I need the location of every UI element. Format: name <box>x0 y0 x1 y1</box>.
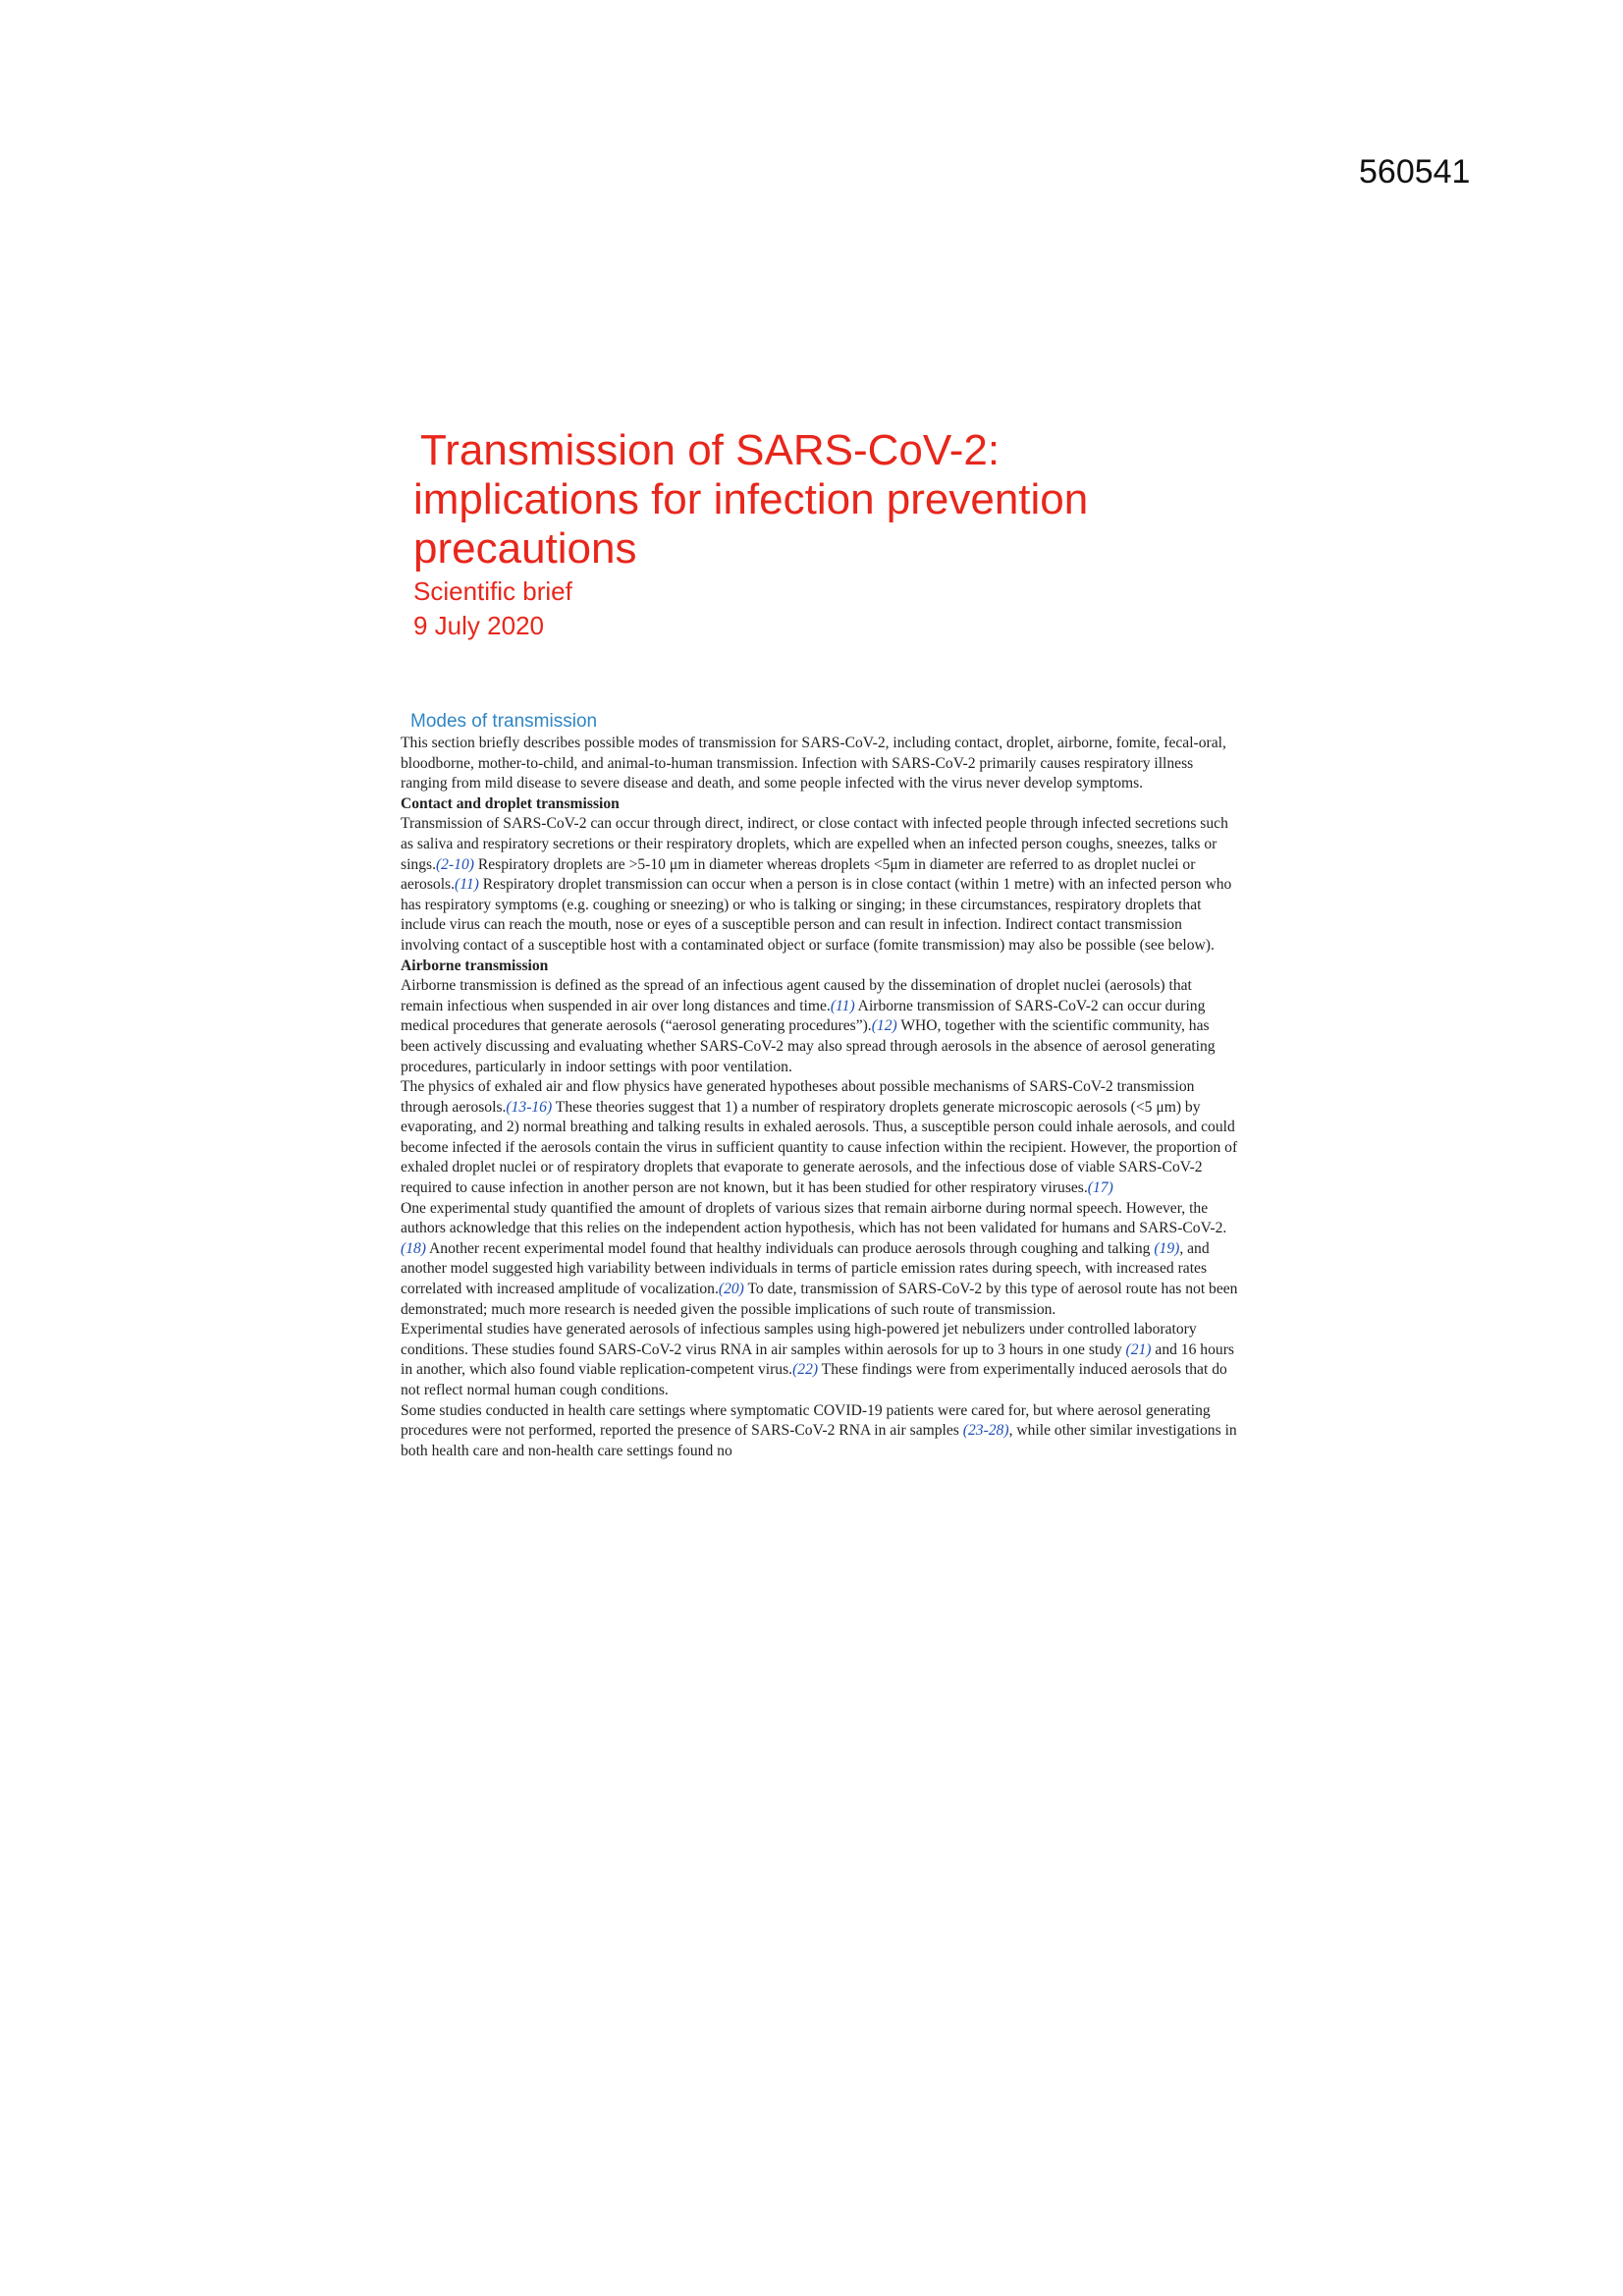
paragraph-text: These findings were from experimentally induced aerosols that do not reflect normal human cough conditions. <box>401 1361 1227 1398</box>
title-line-3: precautions <box>413 524 637 573</box>
document-subtitle: Scientific brief <box>413 576 572 606</box>
title-line-1: Transmission of SARS-CoV-2: <box>420 426 1001 474</box>
paragraph-text: One experimental study quantified the amount of droplets of various sizes that remain airborne during normal speech. However, the authors acknowledge that this relies on the independent action hypothesis, which has not been validated for humans and SARS-CoV-2. <box>401 1199 1227 1237</box>
title-line-2: implications for infection prevention <box>413 475 1089 523</box>
citation-link[interactable]: (18) <box>401 1239 426 1257</box>
paragraph-text: These theories suggest that 1) a number of respiratory droplets generate microscopic aerosols (<5 μm) by evaporating, and 2) normal breathing and talking results in exhaled aerosols. Thus, a susceptible person could inhale aerosols, and could become infected if the aerosols contain the virus in sufficient quantity to cause infection within the recipient. However, the proportion of exhaled droplet nuclei or of respiratory droplets that evaporate to generate aerosols, and the infectious dose of viable SARS-CoV-2 required to cause infection in another person are not known, but it has been studied for other respiratory viruses. <box>401 1098 1238 1197</box>
paragraph-text: Airborne transmission is defined as the spread of an infectious agent caused by the dissemination of droplet nuclei (aerosols) that remain infectious when suspended in air over long distances and time. <box>401 977 1192 1014</box>
airborne-paragraph-1 <box>401 976 1238 1077</box>
airborne-paragraph-3 <box>401 1199 1238 1321</box>
citation-link[interactable]: (11) <box>830 997 855 1014</box>
paragraph-text: Transmission of SARS-CoV-2 can occur through direct, indirect, or close contact with infected people through infected secretions such as saliva and respiratory secretions or their respiratory droplets, which are expelled when an infected person coughs, sneezes, talks or sings. <box>401 815 1228 873</box>
title-block <box>413 426 1297 642</box>
intro-paragraph: This section briefly describes possible modes of transmission for SARS-CoV-2, including contact, droplet, airborne, fomite, fecal-oral, bloodborne, mother-to-child, and animal-to-human transmission. Infection with SARS-CoV-2 primarily causes respiratory illness ranging from mild disease to severe disease and death, and some people infected with the virus never develop symptoms. <box>401 735 1226 793</box>
paragraph-text: Respiratory droplets are >5-10 μm in diameter whereas droplets <5μm in diameter are referred to as droplet nuclei or aerosols. <box>401 855 1196 894</box>
paragraph-text: Airborne transmission of SARS-CoV-2 can occur during medical procedures that generate aerosols (“aerosol generating procedures”). <box>401 997 1206 1035</box>
citation-link[interactable]: (23-28) <box>962 1422 1009 1440</box>
citation-link[interactable]: (20) <box>718 1281 744 1298</box>
paragraph-text: The physics of exhaled air and flow physics have generated hypotheses about possible mechanisms of SARS-CoV-2 transmission through aerosols. <box>401 1078 1195 1116</box>
paragraph-text: WHO, together with the scientific community, has been actively discussing and evaluating whether SARS-CoV-2 may also spread through aerosols in the absence of aerosol generating procedures, particularly in indoor settings with poor ventilation. <box>401 1017 1216 1075</box>
airborne-heading: Airborne transmission <box>401 957 549 974</box>
citation-link[interactable]: (12) <box>871 1017 897 1035</box>
document-id: 560541 <box>1359 153 1471 191</box>
paragraph-text: , and another model suggested high variability between individuals in terms of particle emission rates during speech, with increased rates correlated with increased amplitude of vocalization. <box>401 1239 1210 1298</box>
paragraph-text: , while other similar investigations in both health care and non-health care settings found no <box>401 1422 1237 1459</box>
airborne-paragraph-2 <box>401 1077 1238 1199</box>
paragraph-text: To date, transmission of SARS-CoV-2 by this type of aerosol route has not been demonstrated; much more research is needed given the possible implications of such route of transmission. <box>401 1281 1238 1318</box>
section-heading: Modes of transmission <box>410 711 598 732</box>
document-date: 9 July 2020 <box>413 611 544 640</box>
paragraph-text: Some studies conducted in health care settings where symptomatic COVID-19 patients were cared for, but where aerosol generating procedures were not performed, reported the presence of SARS-CoV-2 RNA in air samples <box>401 1401 1211 1440</box>
citation-link[interactable]: (22) <box>792 1361 819 1379</box>
citation-link[interactable]: (11) <box>455 876 479 894</box>
paragraph-text: Respiratory droplet transmission can occur when a person is in close contact (within 1 metre) with an infected person who has respiratory symptoms (e.g. coughing or sneezing) or who is talking or singing; in these circumstances, respiratory droplets that include virus can reach the mouth, nose or eyes of a susceptible person and can result in infection. Indirect contact transmission involving contact of a susceptible host with a contaminated object or surface (fomite transmission) may also be possible (see below). <box>401 876 1232 954</box>
contact-droplet-paragraph <box>401 814 1238 956</box>
citation-link[interactable]: (13-16) <box>506 1098 553 1116</box>
citation-link[interactable]: (21) <box>1125 1340 1152 1358</box>
citation-link[interactable]: (19) <box>1154 1239 1180 1257</box>
document-title <box>413 426 1297 574</box>
citation-link[interactable]: (17) <box>1087 1179 1113 1197</box>
airborne-paragraph-5 <box>401 1401 1238 1462</box>
airborne-paragraph-4 <box>401 1320 1238 1400</box>
document-body <box>401 710 1238 1461</box>
paragraph-text: Another recent experimental model found that healthy individuals can produce aerosols through coughing and talking <box>425 1239 1155 1257</box>
citation-link[interactable]: (2-10) <box>435 855 474 873</box>
paragraph-text: Experimental studies have generated aerosols of infectious samples using high-powered jet nebulizers under controlled laboratory conditions. These studies found SARS-CoV-2 virus RNA in air samples within aerosols for up to 3 hours in one study <box>401 1321 1197 1358</box>
contact-droplet-heading: Contact and droplet transmission <box>401 794 620 812</box>
paragraph-text: and 16 hours in another, which also found viable replication-competent virus. <box>401 1340 1234 1379</box>
